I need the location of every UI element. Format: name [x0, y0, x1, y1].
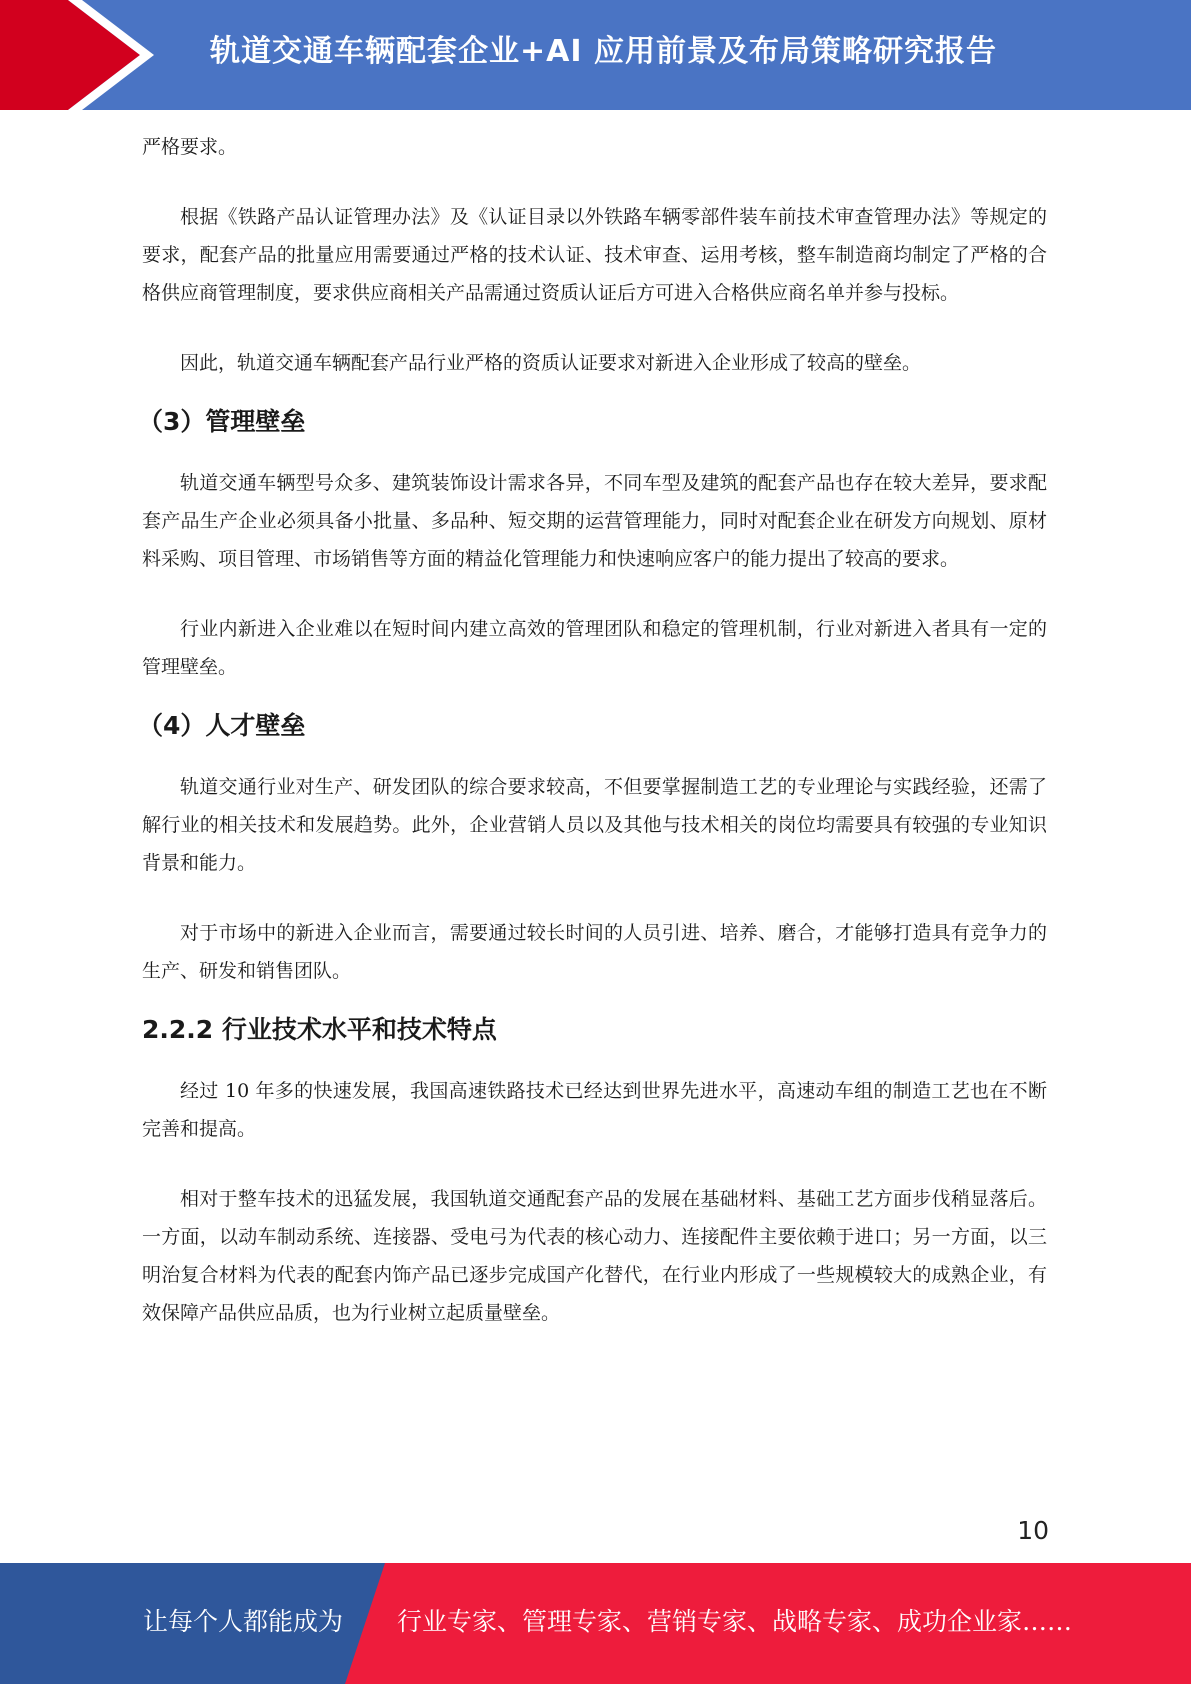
paragraph: 经过 10 年多的快速发展，我国高速铁路技术已经达到世界先进水平，高速动车组的制造工艺也在不断完善和提高。: [142, 1080, 1047, 1140]
paragraph: 对于市场中的新进入企业而言，需要通过较长时间的人员引进、培养、磨合，才能够打造具有竞争力的生产、研发和销售团队。: [142, 922, 1047, 982]
footer-slogan-left: 让每个人都能成为: [143, 1607, 344, 1636]
page-number: 10: [1017, 1516, 1049, 1545]
paragraph: 轨道交通车辆型号众多、建筑装饰设计需求各异，不同车型及建筑的配套产品也存在较大差异，要求配套产品生产企业必须具备小批量、多品种、短交期的运营管理能力，同时对配套企业在研发方向规划、原材料采购、项目管理、市场销售等方面的精益化管理能力和快速响应客户的能力提出了较高的要求。: [142, 472, 1047, 570]
paragraph: 严格要求。: [142, 136, 238, 158]
page-header: [0, 0, 1191, 110]
paragraph: 根据《铁路产品认证管理办法》及《认证目录以外铁路车辆零部件装车前技术审查管理办法》等规定的要求，配套产品的批量应用需要通过严格的技术认证、技术审查、运用考核，整车制造商均制定了严格的合格供应商管理制度，要求供应商相关产品需通过资质认证后方可进入合格供应商名单并参与投标。: [142, 206, 1047, 304]
paragraph: 轨道交通行业对生产、研发团队的综合要求较高，不但要掌握制造工艺的专业理论与实践经验，还需了解行业的相关技术和发展趋势。此外，企业营销人员以及其他与技术相关的岗位均需要具有较强的专业知识背景和能力。: [142, 776, 1047, 874]
page-footer: [0, 1563, 1191, 1684]
report-title: 轨道交通车辆配套企业+AI 应用前景及布局策略研究报告: [210, 34, 997, 69]
paragraph: 因此，轨道交通车辆配套产品行业严格的资质认证要求对新进入企业形成了较高的壁垒。: [180, 352, 922, 374]
paragraph: 相对于整车技术的迅猛发展，我国轨道交通配套产品的发展在基础材料、基础工艺方面步伐稍显落后。一方面，以动车制动系统、连接器、受电弓为代表的核心动力、连接配件主要依赖于进口；另一方面，以三明治复合材料为代表的配套内饰产品已逐步完成国产化替代，在行业内形成了一些规模较大的成熟企业，有效保障产品供应品质，也为行业树立起质量壁垒。: [142, 1188, 1047, 1324]
page-content: [138, 128, 1047, 1332]
section-heading: （3）管理壁垒: [138, 407, 306, 436]
paragraph: 行业内新进入企业难以在短时间内建立高效的管理团队和稳定的管理机制，行业对新进入者具有一定的管理壁垒。: [142, 618, 1047, 678]
section-heading: （4）人才壁垒: [138, 711, 306, 740]
subsection-heading: 2.2.2 行业技术水平和技术特点: [142, 1015, 497, 1044]
footer-slogan-right: 行业专家、管理专家、营销专家、战略专家、成功企业家……: [397, 1607, 1073, 1636]
